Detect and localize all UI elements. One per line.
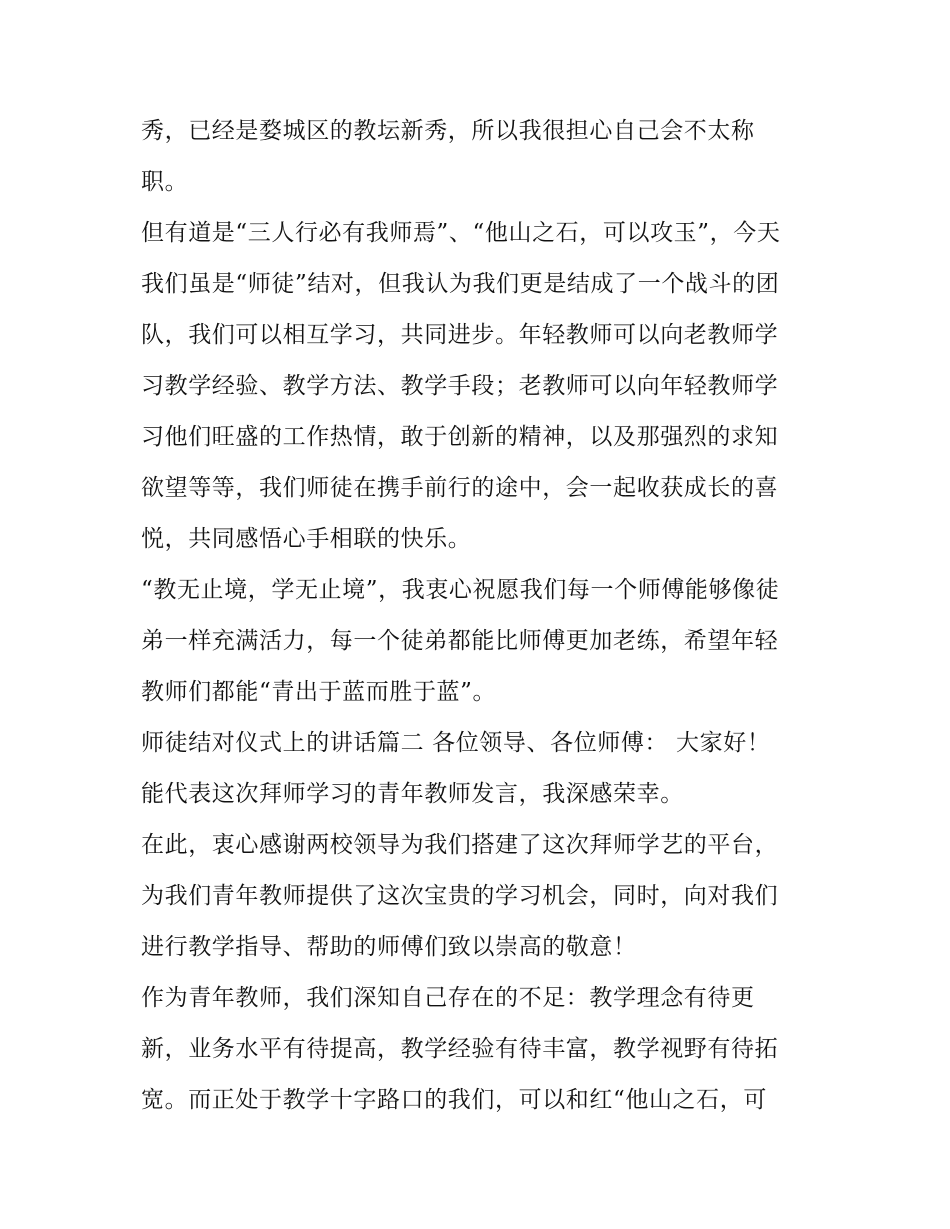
text-line: 习教学经验、教学方法、教学手段；老教师可以向年轻教师学	[141, 373, 779, 399]
text-line: 在此，衷心感谢两校领导为我们搭建了这次拜师学艺的平台，	[141, 832, 779, 858]
text-line: “教无止境，学无止境”，我衷心祝愿我们每一个师傅能够像徒	[141, 577, 780, 603]
text-line: 欲望等等，我们师徒在携手前行的途中，会一起收获成长的喜	[141, 475, 779, 501]
text-line: 进行教学指导、帮助的师傅们致以崇高的敬意！	[141, 934, 637, 960]
text-line: 教师们都能“青出于蓝而胜于蓝”。	[141, 679, 497, 705]
text-line: 新，业务水平有待提高，教学经验有待丰富，教学视野有待拓	[141, 1036, 779, 1062]
text-line: 师徒结对仪式上的讲话篇二 各位领导、各位师傅： 大家好！	[141, 730, 771, 756]
text-line: 宽。而正处于教学十字路口的我们，可以和红“他山之石，可	[141, 1087, 767, 1113]
document-body	[141, 106, 831, 1126]
text-line: 弟一样充满活力，每一个徒弟都能比师傅更加老练，希望年轻	[141, 628, 779, 654]
text-line: 能代表这次拜师学习的青年教师发言，我深感荣幸。	[141, 781, 684, 807]
text-line: 职。	[141, 169, 189, 195]
text-line: 我们虽是“师徒”结对，但我认为我们更是结成了一个战斗的团	[141, 271, 780, 297]
text-line: 悦，共同感悟心手相联的快乐。	[141, 526, 472, 552]
text-line: 但有道是“三人行必有我师焉”、“他山之石，可以攻玉”，今天	[141, 220, 781, 246]
text-line: 习他们旺盛的工作热情，敢于创新的精神，以及那强烈的求知	[141, 424, 779, 450]
text-line: 为我们青年教师提供了这次宝贵的学习机会，同时，向对我们	[141, 883, 779, 909]
text-line: 队，我们可以相互学习，共同进步。年轻教师可以向老教师学	[141, 322, 779, 348]
text-line: 作为青年教师，我们深知自己存在的不足：教学理念有待更	[141, 985, 755, 1011]
text-line: 秀，已经是婺城区的教坛新秀，所以我很担心自己会不太称	[141, 118, 755, 144]
